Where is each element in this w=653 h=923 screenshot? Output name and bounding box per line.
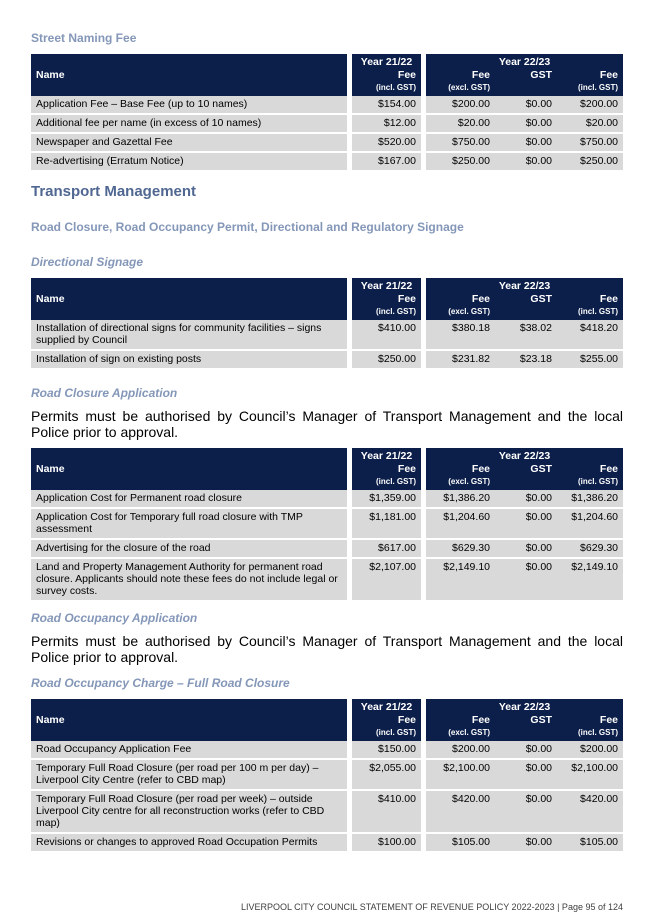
row-fee-excl: $105.00: [421, 834, 495, 853]
column-header-fee-incl-curr: Fee (incl. GST): [557, 69, 623, 96]
row-gst: $0.00: [495, 153, 557, 172]
column-header-fee-incl-curr: Fee (incl. GST): [557, 463, 623, 490]
subsection-title-road-occupancy-app: Road Occupancy Application: [31, 611, 198, 625]
row-name: Land and Property Management Authority for permanent road closure. Applicants should note these fees do not include legal or survey costs.: [31, 559, 347, 602]
row-gst: $0.00: [495, 540, 557, 559]
road-occupancy-charge-table: [31, 699, 623, 853]
row-fee-incl: $200.00: [557, 96, 623, 115]
row-name: Installation of directional signs for community facilities – signs supplied by Council: [31, 320, 347, 351]
fee-table: [31, 54, 623, 172]
row-fee-prev: $12.00: [347, 115, 421, 134]
row-name: Additional fee per name (in excess of 10 names): [31, 115, 347, 134]
row-fee-incl: $1,386.20: [557, 490, 623, 509]
page-footer: LIVERPOOL CITY COUNCIL STATEMENT OF REVENUE POLICY 2022-2023 | Page 95 of 124: [241, 902, 623, 912]
column-header-gst: GST: [495, 714, 557, 741]
table-row: [31, 791, 623, 834]
column-header-gst: GST: [495, 463, 557, 490]
column-header-fee-incl-curr: Fee (incl. GST): [557, 293, 623, 320]
row-fee-incl: $750.00: [557, 134, 623, 153]
row-gst: $0.00: [495, 760, 557, 791]
row-fee-incl: $2,149.10: [557, 559, 623, 602]
row-gst: $23.18: [495, 351, 557, 370]
column-header-name: Name: [31, 54, 347, 96]
row-fee-incl: $105.00: [557, 834, 623, 853]
column-header-name: Name: [31, 699, 347, 741]
column-header-name: Name: [31, 278, 347, 320]
column-header-year-curr: Year 22/23: [421, 448, 623, 463]
row-fee-excl: $2,149.10: [421, 559, 495, 602]
section-title-transport: Transport Management: [31, 183, 197, 200]
column-header-fee-incl: Fee (incl. GST): [347, 463, 421, 490]
row-name: Revisions or changes to approved Road Occupation Permits: [31, 834, 347, 853]
row-fee-excl: $231.82: [421, 351, 495, 370]
row-fee-prev: $1,359.00: [347, 490, 421, 509]
row-fee-incl: $629.30: [557, 540, 623, 559]
row-fee-prev: $100.00: [347, 834, 421, 853]
row-gst: $0.00: [495, 509, 557, 540]
row-name: Newspaper and Gazettal Fee: [31, 134, 347, 153]
table-row: [31, 153, 623, 172]
road-occupancy-note: Permits must be authorised by Council’s Manager of Transport Management and the local Police prior to approval.: [31, 633, 623, 665]
row-fee-excl: $2,100.00: [421, 760, 495, 791]
subsection-title-road-closure-app: Road Closure Application: [31, 386, 178, 400]
row-fee-excl: $629.30: [421, 540, 495, 559]
column-header-fee-excl: Fee (excl. GST): [421, 293, 495, 320]
row-gst: $0.00: [495, 559, 557, 602]
row-fee-prev: $167.00: [347, 153, 421, 172]
row-fee-prev: $1,181.00: [347, 509, 421, 540]
row-fee-incl: $420.00: [557, 791, 623, 834]
table-row: [31, 509, 623, 540]
column-header-fee-excl: Fee (excl. GST): [421, 463, 495, 490]
row-fee-prev: $250.00: [347, 351, 421, 370]
column-header-gst: GST: [495, 293, 557, 320]
row-name: Temporary Full Road Closure (per road per 100 m per day) – Liverpool City Centre (refer to CBD map): [31, 760, 347, 791]
table-row: [31, 741, 623, 760]
row-fee-prev: $520.00: [347, 134, 421, 153]
row-name: Temporary Full Road Closure (per road per week) – outside Liverpool City centre for all reconstruction works (refer to CBD map): [31, 791, 347, 834]
column-header-year-curr: Year 22/23: [421, 699, 623, 714]
subsection-title-directional: Directional Signage: [31, 255, 144, 269]
column-header-year-prev: Year 21/22: [347, 448, 421, 463]
row-fee-excl: $250.00: [421, 153, 495, 172]
row-gst: $0.00: [495, 834, 557, 853]
row-gst: $0.00: [495, 741, 557, 760]
row-fee-incl: $418.20: [557, 320, 623, 351]
row-fee-prev: $2,107.00: [347, 559, 421, 602]
directional-table: [31, 278, 623, 370]
column-header-gst: GST: [495, 69, 557, 96]
row-name: Installation of sign on existing posts: [31, 351, 347, 370]
row-fee-excl: $20.00: [421, 115, 495, 134]
subsection-title-road-closure: Road Closure, Road Occupancy Permit, Directional and Regulatory Signage: [31, 220, 464, 234]
row-gst: $0.00: [495, 791, 557, 834]
row-fee-excl: $1,204.60: [421, 509, 495, 540]
road-closure-note: Permits must be authorised by Council’s Manager of Transport Management and the local Police prior to approval.: [31, 408, 623, 440]
row-gst: $38.02: [495, 320, 557, 351]
table-row: [31, 559, 623, 602]
section-title-street-naming: Street Naming Fee: [31, 31, 137, 45]
row-fee-prev: $617.00: [347, 540, 421, 559]
row-fee-prev: $410.00: [347, 320, 421, 351]
column-header-name: Name: [31, 448, 347, 490]
row-fee-prev: $150.00: [347, 741, 421, 760]
row-gst: $0.00: [495, 490, 557, 509]
row-name: Re-advertising (Erratum Notice): [31, 153, 347, 172]
row-name: Application Cost for Temporary full road closure with TMP assessment: [31, 509, 347, 540]
row-fee-prev: $410.00: [347, 791, 421, 834]
row-fee-excl: $750.00: [421, 134, 495, 153]
table-row: [31, 834, 623, 853]
fee-table: [31, 278, 623, 370]
column-header-fee-incl: Fee (incl. GST): [347, 69, 421, 96]
row-fee-excl: $200.00: [421, 741, 495, 760]
column-header-year-prev: Year 21/22: [347, 278, 421, 293]
column-header-year-curr: Year 22/23: [421, 54, 623, 69]
row-fee-excl: $200.00: [421, 96, 495, 115]
column-header-year-curr: Year 22/23: [421, 278, 623, 293]
row-gst: $0.00: [495, 134, 557, 153]
row-name: Application Fee – Base Fee (up to 10 names): [31, 96, 347, 115]
row-gst: $0.00: [495, 115, 557, 134]
column-header-fee-excl: Fee (excl. GST): [421, 714, 495, 741]
row-fee-incl: $1,204.60: [557, 509, 623, 540]
row-fee-incl: $250.00: [557, 153, 623, 172]
column-header-year-prev: Year 21/22: [347, 699, 421, 714]
row-name: Road Occupancy Application Fee: [31, 741, 347, 760]
column-header-fee-excl: Fee (excl. GST): [421, 69, 495, 96]
street-naming-table: [31, 54, 623, 172]
table-row: [31, 351, 623, 370]
table-row: [31, 760, 623, 791]
row-fee-incl: $255.00: [557, 351, 623, 370]
table-row: [31, 96, 623, 115]
column-header-fee-incl: Fee (incl. GST): [347, 714, 421, 741]
column-header-year-prev: Year 21/22: [347, 54, 421, 69]
row-fee-prev: $2,055.00: [347, 760, 421, 791]
row-fee-excl: $380.18: [421, 320, 495, 351]
table-row: [31, 115, 623, 134]
fee-table: [31, 699, 623, 853]
fee-table: [31, 448, 623, 602]
column-header-fee-incl: Fee (incl. GST): [347, 293, 421, 320]
row-fee-excl: $420.00: [421, 791, 495, 834]
column-header-fee-incl-curr: Fee (incl. GST): [557, 714, 623, 741]
table-row: [31, 490, 623, 509]
table-row: [31, 540, 623, 559]
table-row: [31, 320, 623, 351]
row-fee-incl: $200.00: [557, 741, 623, 760]
subsection-title-road-occupancy-charge: Road Occupancy Charge – Full Road Closure: [31, 676, 290, 690]
row-gst: $0.00: [495, 96, 557, 115]
row-fee-incl: $2,100.00: [557, 760, 623, 791]
table-row: [31, 134, 623, 153]
row-name: Application Cost for Permanent road closure: [31, 490, 347, 509]
row-fee-incl: $20.00: [557, 115, 623, 134]
row-fee-excl: $1,386.20: [421, 490, 495, 509]
row-name: Advertising for the closure of the road: [31, 540, 347, 559]
road-closure-table: [31, 448, 623, 602]
row-fee-prev: $154.00: [347, 96, 421, 115]
